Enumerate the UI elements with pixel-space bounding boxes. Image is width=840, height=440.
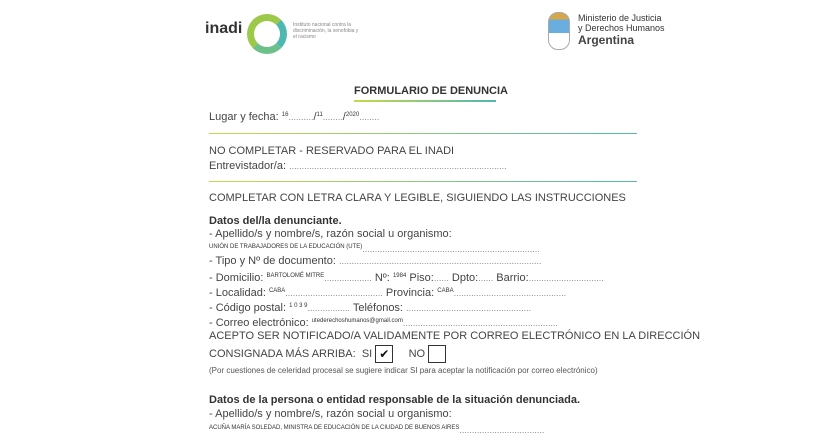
si-checkbox[interactable]: ✔ bbox=[375, 345, 393, 363]
consent-row bbox=[209, 345, 446, 363]
lugar-fecha-row: Lugar y fecha: $^{16}$........../$^{11}$......../$^{2020}$........ bbox=[209, 111, 380, 123]
inadi-subtitle: Instituto nacional contra la discriminación, la xenofobia y el racismo bbox=[293, 22, 359, 40]
responsable-name-label: - Apellido/s y nombre/s, razón social u organismo: bbox=[209, 408, 452, 420]
documento-label: - Tipo y Nº de documento: bbox=[209, 255, 336, 267]
instructions: COMPLETAR CON LETRA CLARA Y LEGIBLE, SIGUIENDO LAS INSTRUCCIONES bbox=[209, 192, 626, 204]
localidad-value[interactable]: CABA bbox=[268, 288, 286, 294]
barrio-label: Barrio: bbox=[496, 272, 529, 284]
inadi-logo-text: inadi bbox=[205, 20, 243, 37]
year-value[interactable]: 2020 bbox=[345, 112, 360, 118]
piso-label: Piso: bbox=[409, 272, 434, 284]
email-row: - Correo electrónico: $^{utederechoshumanos@gmail.com}$.............................................................. bbox=[209, 317, 558, 329]
si-label: SI bbox=[361, 348, 373, 360]
month-value[interactable]: 11 bbox=[316, 112, 323, 118]
email-value[interactable]: utederechoshumanos@gmail.com bbox=[311, 318, 403, 324]
domicilio-row: - Domicilio: $^{BARTOLOMÉ MITRE}$................... Nº: $^{1984}$ Piso:...... Dpto:...... Barrio:.............................. bbox=[209, 272, 604, 284]
consent-line2: CONSIGNADA MÁS ARRIBA: bbox=[209, 348, 356, 360]
domicilio-value[interactable]: BARTOLOMÉ MITRE bbox=[266, 273, 325, 279]
localidad-row: - Localidad: $^{CABA}$....................................... Provincia: $^{CABA}$............................................. bbox=[209, 287, 567, 299]
argentina-coat-of-arms-icon bbox=[548, 12, 570, 50]
ministry-line2: y Derechos Humanos bbox=[578, 23, 665, 33]
consent-note: (Por cuestiones de celeridad procesal se sugiere indicar SI para aceptar la notificación por correo electrónico) bbox=[209, 366, 598, 375]
lugar-fecha-label: Lugar y fecha: bbox=[209, 111, 279, 123]
no-checkbox[interactable] bbox=[428, 345, 446, 363]
domicilio-label: - Domicilio: bbox=[209, 272, 264, 284]
codigo-postal-value[interactable]: 1 0 3 9 bbox=[289, 303, 308, 309]
telefonos-label: Teléfonos: bbox=[352, 302, 403, 314]
localidad-label: - Localidad: bbox=[209, 287, 266, 299]
email-label: - Correo electrónico: bbox=[209, 317, 309, 329]
numero-value[interactable]: 1984 bbox=[392, 273, 407, 279]
ministry-line1: Ministerio de Justicia bbox=[578, 13, 662, 23]
denunciante-name-row bbox=[209, 241, 540, 256]
numero-label: Nº: bbox=[374, 272, 390, 284]
provincia-value[interactable]: CABA bbox=[437, 288, 454, 294]
entrevistador-row: Entrevistador/a: ....................................................................................... bbox=[209, 160, 507, 172]
title-underline bbox=[354, 100, 496, 102]
documento-row: - Tipo y Nº de documento: ................................................................................. bbox=[209, 255, 542, 267]
responsable-name-value[interactable]: ACUÑA MARÍA SOLEDAD, MINISTRA DE EDUCACIÓN DE LA CIUDAD DE BUENOS AIRES bbox=[209, 425, 460, 431]
day-value[interactable]: 16 bbox=[281, 112, 289, 118]
consent-line1: ACEPTO SER NOTIFICADO/A VALIDAMENTE POR CORREO ELECTRÓNICO EN LA DIRECCIÓN bbox=[209, 330, 701, 342]
codigo-postal-label: - Código postal: bbox=[209, 302, 287, 314]
inadi-ring-icon bbox=[247, 14, 287, 54]
inadi-logo bbox=[205, 14, 375, 54]
ministry-country: Argentina bbox=[578, 33, 635, 47]
dotted-line: .................................. bbox=[459, 425, 545, 435]
divider bbox=[209, 181, 637, 182]
entrevistador-label: Entrevistador/a: bbox=[209, 160, 287, 172]
responsable-name-row bbox=[209, 422, 544, 437]
dpto-label: Dpto: bbox=[451, 272, 479, 284]
denunciante-name-label: - Apellido/s y nombre/s, razón social u organismo: bbox=[209, 228, 452, 240]
reserved-heading: NO COMPLETAR - RESERVADO PARA EL INADI bbox=[209, 145, 455, 157]
denunciante-heading: Datos del/la denunciante. bbox=[209, 215, 342, 227]
responsable-heading: Datos de la persona o entidad responsable de la situación denunciada. bbox=[209, 394, 581, 406]
dotted-line: ....................................................................... bbox=[362, 244, 540, 254]
denunciante-name-value[interactable]: UNIÓN DE TRABAJADORES DE LA EDUCACIÓN (UTE) bbox=[209, 244, 363, 250]
no-label: NO bbox=[408, 348, 426, 360]
provincia-label: Provincia: bbox=[385, 287, 435, 299]
codigo-postal-row: - Código postal: $^{1 0 3 9}$................. Teléfonos: .................................................. bbox=[209, 302, 532, 314]
form-title: FORMULARIO DE DENUNCIA bbox=[354, 85, 508, 97]
divider bbox=[209, 133, 637, 134]
